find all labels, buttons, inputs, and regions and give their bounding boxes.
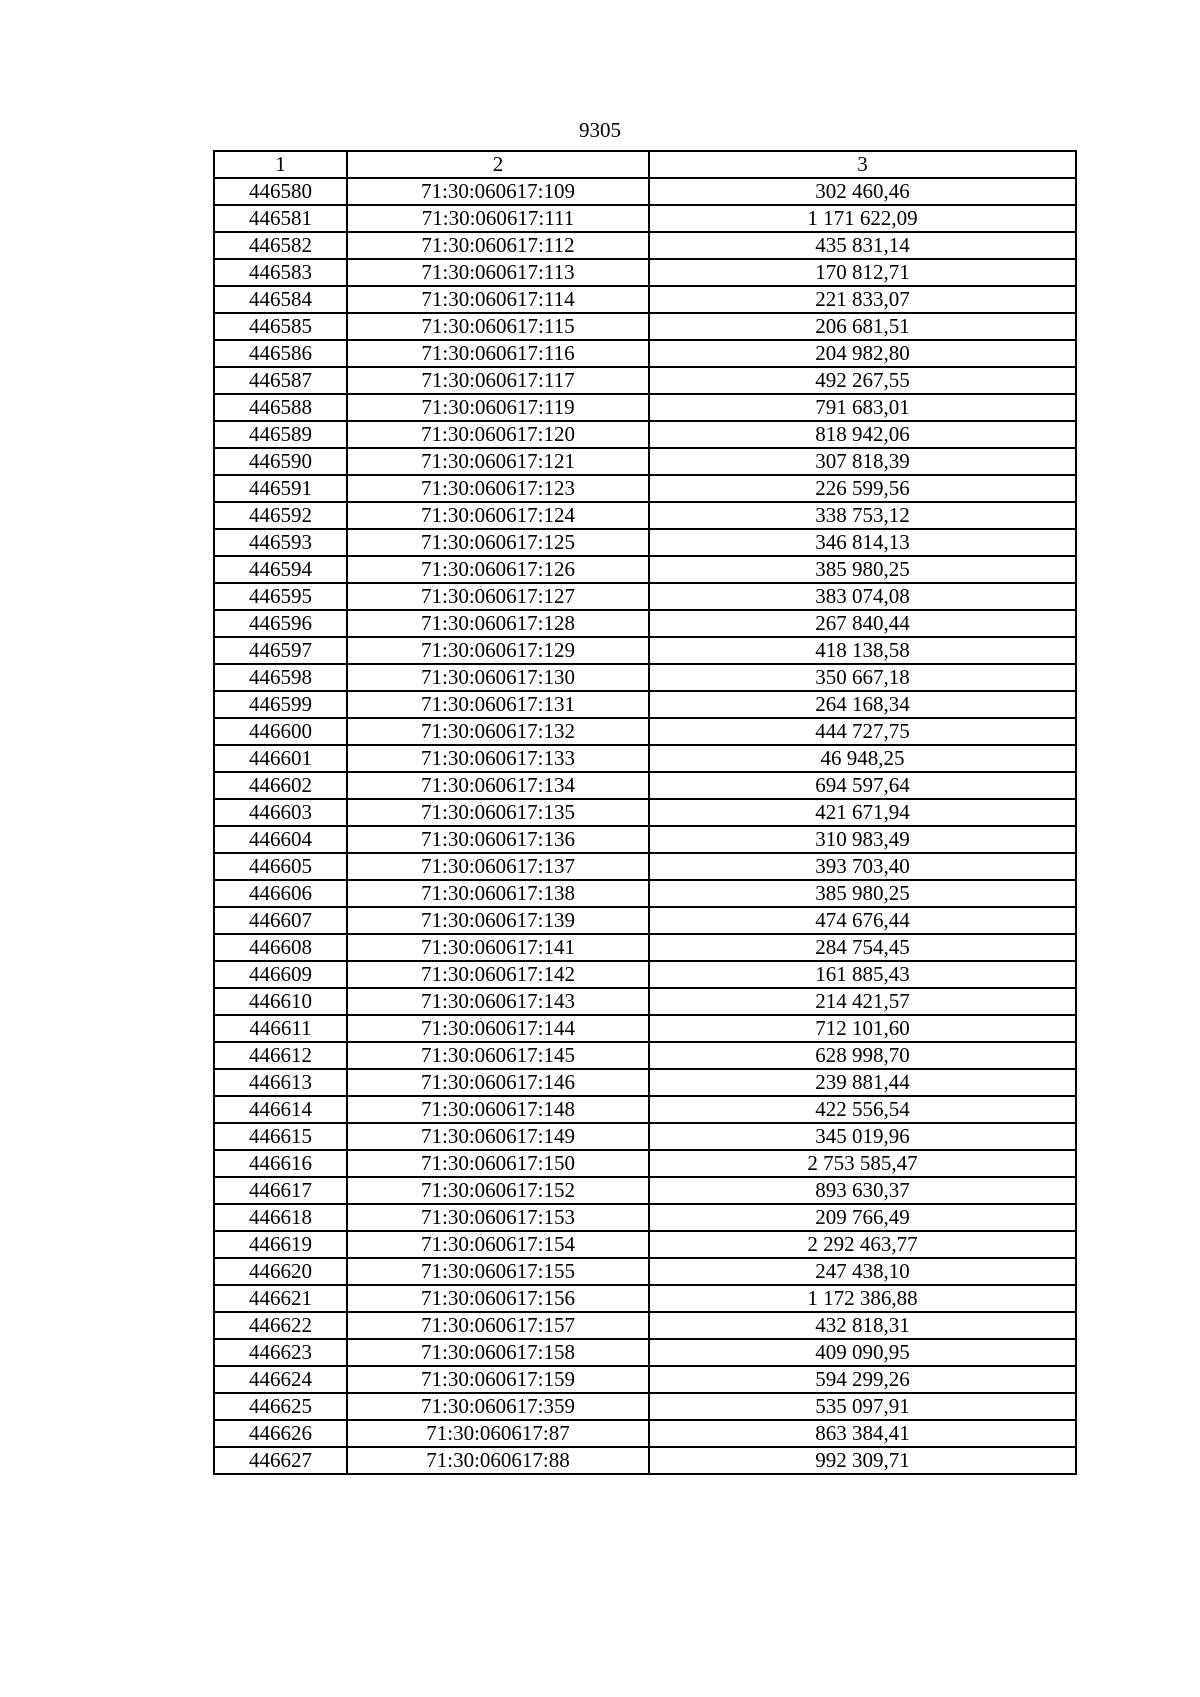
row-number-cell: 446593	[214, 529, 347, 556]
cadastral-number-cell: 71:30:060617:139	[347, 907, 649, 934]
row-number-cell: 446623	[214, 1339, 347, 1366]
table-row	[214, 1069, 1076, 1096]
row-number-cell: 446588	[214, 394, 347, 421]
row-number-cell: 446620	[214, 1258, 347, 1285]
value-cell: 628 998,70	[649, 1042, 1076, 1069]
value-cell: 818 942,06	[649, 421, 1076, 448]
table-row	[214, 745, 1076, 772]
data-table	[213, 150, 1077, 1475]
cadastral-number-cell: 71:30:060617:125	[347, 529, 649, 556]
table-row	[214, 718, 1076, 745]
value-cell: 409 090,95	[649, 1339, 1076, 1366]
table-row	[214, 421, 1076, 448]
table-row	[214, 502, 1076, 529]
column-header-3: 3	[649, 151, 1076, 178]
cadastral-number-cell: 71:30:060617:119	[347, 394, 649, 421]
cadastral-number-cell: 71:30:060617:136	[347, 826, 649, 853]
table-row	[214, 1150, 1076, 1177]
row-number-cell: 446608	[214, 934, 347, 961]
cadastral-number-cell: 71:30:060617:128	[347, 610, 649, 637]
table-row	[214, 1204, 1076, 1231]
table-row	[214, 1015, 1076, 1042]
table-row	[214, 313, 1076, 340]
cadastral-number-cell: 71:30:060617:155	[347, 1258, 649, 1285]
row-number-cell: 446584	[214, 286, 347, 313]
table-row	[214, 1366, 1076, 1393]
table-row	[214, 907, 1076, 934]
table-row	[214, 232, 1076, 259]
cadastral-number-cell: 71:30:060617:131	[347, 691, 649, 718]
row-number-cell: 446607	[214, 907, 347, 934]
table-row	[214, 394, 1076, 421]
value-cell: 221 833,07	[649, 286, 1076, 313]
table-row	[214, 205, 1076, 232]
cadastral-number-cell: 71:30:060617:143	[347, 988, 649, 1015]
value-cell: 444 727,75	[649, 718, 1076, 745]
value-cell: 474 676,44	[649, 907, 1076, 934]
value-cell: 385 980,25	[649, 880, 1076, 907]
table-row	[214, 691, 1076, 718]
row-number-cell: 446596	[214, 610, 347, 637]
value-cell: 694 597,64	[649, 772, 1076, 799]
row-number-cell: 446618	[214, 1204, 347, 1231]
row-number-cell: 446581	[214, 205, 347, 232]
table-row	[214, 475, 1076, 502]
row-number-cell: 446590	[214, 448, 347, 475]
row-number-cell: 446624	[214, 1366, 347, 1393]
row-number-cell: 446621	[214, 1285, 347, 1312]
value-cell: 161 885,43	[649, 961, 1076, 988]
table-row	[214, 826, 1076, 853]
value-cell: 264 168,34	[649, 691, 1076, 718]
row-number-cell: 446587	[214, 367, 347, 394]
cadastral-number-cell: 71:30:060617:120	[347, 421, 649, 448]
value-cell: 302 460,46	[649, 178, 1076, 205]
row-number-cell: 446594	[214, 556, 347, 583]
cadastral-number-cell: 71:30:060617:149	[347, 1123, 649, 1150]
column-header-2: 2	[347, 151, 649, 178]
table-row	[214, 1447, 1076, 1474]
cadastral-number-cell: 71:30:060617:142	[347, 961, 649, 988]
cadastral-number-cell: 71:30:060617:359	[347, 1393, 649, 1420]
cadastral-number-cell: 71:30:060617:159	[347, 1366, 649, 1393]
cadastral-number-cell: 71:30:060617:144	[347, 1015, 649, 1042]
row-number-cell: 446600	[214, 718, 347, 745]
cadastral-number-cell: 71:30:060617:130	[347, 664, 649, 691]
table-row	[214, 1285, 1076, 1312]
row-number-cell: 446591	[214, 475, 347, 502]
table-row	[214, 1231, 1076, 1258]
cadastral-number-cell: 71:30:060617:133	[347, 745, 649, 772]
cadastral-number-cell: 71:30:060617:146	[347, 1069, 649, 1096]
value-cell: 284 754,45	[649, 934, 1076, 961]
cadastral-number-cell: 71:30:060617:154	[347, 1231, 649, 1258]
page-number: 9305	[579, 118, 621, 142]
table-row	[214, 880, 1076, 907]
row-number-cell: 446589	[214, 421, 347, 448]
value-cell: 226 599,56	[649, 475, 1076, 502]
value-cell: 791 683,01	[649, 394, 1076, 421]
table-row	[214, 664, 1076, 691]
cadastral-number-cell: 71:30:060617:111	[347, 205, 649, 232]
table-body	[214, 178, 1076, 1474]
cadastral-number-cell: 71:30:060617:109	[347, 178, 649, 205]
row-number-cell: 446616	[214, 1150, 347, 1177]
cadastral-number-cell: 71:30:060617:112	[347, 232, 649, 259]
value-cell: 385 980,25	[649, 556, 1076, 583]
cadastral-number-cell: 71:30:060617:132	[347, 718, 649, 745]
value-cell: 535 097,91	[649, 1393, 1076, 1420]
value-cell: 418 138,58	[649, 637, 1076, 664]
row-number-cell: 446601	[214, 745, 347, 772]
value-cell: 435 831,14	[649, 232, 1076, 259]
table-row	[214, 259, 1076, 286]
row-number-cell: 446613	[214, 1069, 347, 1096]
cadastral-number-cell: 71:30:060617:88	[347, 1447, 649, 1474]
cadastral-number-cell: 71:30:060617:134	[347, 772, 649, 799]
table-row	[214, 367, 1076, 394]
value-cell: 214 421,57	[649, 988, 1076, 1015]
row-number-cell: 446614	[214, 1096, 347, 1123]
value-cell: 204 982,80	[649, 340, 1076, 367]
row-number-cell: 446627	[214, 1447, 347, 1474]
row-number-cell: 446605	[214, 853, 347, 880]
value-cell: 992 309,71	[649, 1447, 1076, 1474]
cadastral-number-cell: 71:30:060617:126	[347, 556, 649, 583]
table-row	[214, 1042, 1076, 1069]
cadastral-number-cell: 71:30:060617:116	[347, 340, 649, 367]
table-row	[214, 286, 1076, 313]
table-row	[214, 556, 1076, 583]
value-cell: 307 818,39	[649, 448, 1076, 475]
value-cell: 422 556,54	[649, 1096, 1076, 1123]
row-number-cell: 446612	[214, 1042, 347, 1069]
row-number-cell: 446604	[214, 826, 347, 853]
table-header-row	[214, 151, 1076, 178]
cadastral-number-cell: 71:30:060617:145	[347, 1042, 649, 1069]
row-number-cell: 446609	[214, 961, 347, 988]
row-number-cell: 446625	[214, 1393, 347, 1420]
cadastral-number-cell: 71:30:060617:158	[347, 1339, 649, 1366]
value-cell: 345 019,96	[649, 1123, 1076, 1150]
cadastral-number-cell: 71:30:060617:124	[347, 502, 649, 529]
table-row	[214, 529, 1076, 556]
table-row	[214, 1339, 1076, 1366]
value-cell: 421 671,94	[649, 799, 1076, 826]
row-number-cell: 446626	[214, 1420, 347, 1447]
cadastral-number-cell: 71:30:060617:150	[347, 1150, 649, 1177]
cadastral-number-cell: 71:30:060617:87	[347, 1420, 649, 1447]
value-cell: 310 983,49	[649, 826, 1076, 853]
row-number-cell: 446617	[214, 1177, 347, 1204]
value-cell: 350 667,18	[649, 664, 1076, 691]
table-row	[214, 1096, 1076, 1123]
cadastral-number-cell: 71:30:060617:135	[347, 799, 649, 826]
cadastral-number-cell: 71:30:060617:157	[347, 1312, 649, 1339]
row-number-cell: 446602	[214, 772, 347, 799]
cadastral-number-cell: 71:30:060617:113	[347, 259, 649, 286]
table-row	[214, 934, 1076, 961]
table-row	[214, 988, 1076, 1015]
table-row	[214, 961, 1076, 988]
row-number-cell: 446580	[214, 178, 347, 205]
row-number-cell: 446606	[214, 880, 347, 907]
value-cell: 492 267,55	[649, 367, 1076, 394]
cadastral-number-cell: 71:30:060617:123	[347, 475, 649, 502]
row-number-cell: 446599	[214, 691, 347, 718]
cadastral-number-cell: 71:30:060617:156	[347, 1285, 649, 1312]
row-number-cell: 446586	[214, 340, 347, 367]
cadastral-number-cell: 71:30:060617:114	[347, 286, 649, 313]
value-cell: 46 948,25	[649, 745, 1076, 772]
row-number-cell: 446622	[214, 1312, 347, 1339]
table-row	[214, 637, 1076, 664]
value-cell: 383 074,08	[649, 583, 1076, 610]
cadastral-number-cell: 71:30:060617:137	[347, 853, 649, 880]
table-row	[214, 1420, 1076, 1447]
table-row	[214, 448, 1076, 475]
value-cell: 209 766,49	[649, 1204, 1076, 1231]
value-cell: 206 681,51	[649, 313, 1076, 340]
cadastral-number-cell: 71:30:060617:129	[347, 637, 649, 664]
table-row	[214, 799, 1076, 826]
value-cell: 1 171 622,09	[649, 205, 1076, 232]
cadastral-number-cell: 71:30:060617:115	[347, 313, 649, 340]
table-row	[214, 772, 1076, 799]
value-cell: 594 299,26	[649, 1366, 1076, 1393]
value-cell: 338 753,12	[649, 502, 1076, 529]
cadastral-number-cell: 71:30:060617:117	[347, 367, 649, 394]
row-number-cell: 446619	[214, 1231, 347, 1258]
cadastral-number-cell: 71:30:060617:148	[347, 1096, 649, 1123]
row-number-cell: 446595	[214, 583, 347, 610]
row-number-cell: 446615	[214, 1123, 347, 1150]
column-header-1: 1	[214, 151, 347, 178]
table-row	[214, 853, 1076, 880]
value-cell: 170 812,71	[649, 259, 1076, 286]
table-row	[214, 610, 1076, 637]
value-cell: 2 753 585,47	[649, 1150, 1076, 1177]
value-cell: 863 384,41	[649, 1420, 1076, 1447]
cadastral-number-cell: 71:30:060617:138	[347, 880, 649, 907]
value-cell: 2 292 463,77	[649, 1231, 1076, 1258]
value-cell: 239 881,44	[649, 1069, 1076, 1096]
table-row	[214, 583, 1076, 610]
table-row	[214, 1177, 1076, 1204]
cadastral-number-cell: 71:30:060617:152	[347, 1177, 649, 1204]
cadastral-number-cell: 71:30:060617:153	[347, 1204, 649, 1231]
row-number-cell: 446597	[214, 637, 347, 664]
row-number-cell: 446611	[214, 1015, 347, 1042]
table-row	[214, 1393, 1076, 1420]
value-cell: 712 101,60	[649, 1015, 1076, 1042]
value-cell: 267 840,44	[649, 610, 1076, 637]
row-number-cell: 446582	[214, 232, 347, 259]
table-row	[214, 178, 1076, 205]
row-number-cell: 446603	[214, 799, 347, 826]
value-cell: 346 814,13	[649, 529, 1076, 556]
table-header	[214, 151, 1076, 178]
row-number-cell: 446610	[214, 988, 347, 1015]
value-cell: 432 818,31	[649, 1312, 1076, 1339]
cadastral-number-cell: 71:30:060617:141	[347, 934, 649, 961]
table-row	[214, 1312, 1076, 1339]
row-number-cell: 446598	[214, 664, 347, 691]
value-cell: 247 438,10	[649, 1258, 1076, 1285]
value-cell: 393 703,40	[649, 853, 1076, 880]
cadastral-number-cell: 71:30:060617:121	[347, 448, 649, 475]
value-cell: 893 630,37	[649, 1177, 1076, 1204]
value-cell: 1 172 386,88	[649, 1285, 1076, 1312]
row-number-cell: 446583	[214, 259, 347, 286]
table-row	[214, 340, 1076, 367]
row-number-cell: 446585	[214, 313, 347, 340]
row-number-cell: 446592	[214, 502, 347, 529]
table-row	[214, 1123, 1076, 1150]
table-row	[214, 1258, 1076, 1285]
cadastral-number-cell: 71:30:060617:127	[347, 583, 649, 610]
